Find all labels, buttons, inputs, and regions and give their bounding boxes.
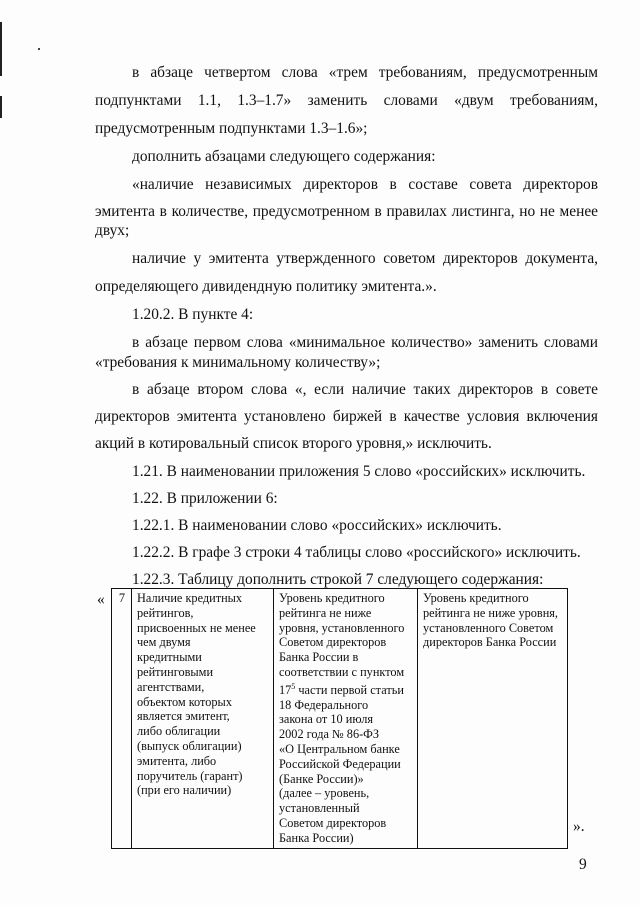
cell-line: Уровень кредитного — [279, 591, 385, 605]
paragraph-line: акций в котировальный список второго уровня,» исключить. — [95, 435, 492, 452]
cell-line: поручитель (гарант) — [137, 768, 243, 783]
cell-line: эмитента, либо — [137, 753, 217, 768]
cell-line: закона от 10 июля — [279, 712, 373, 727]
paragraph-line: подпунктами 1.1, 1.3–1.7» заменить словами «двум требованиям, — [95, 92, 598, 109]
scan-edge-mark — [0, 96, 2, 118]
cell-line: 2002 года № 86-ФЗ — [279, 727, 380, 742]
cell-line: кредитными — [137, 650, 202, 665]
paragraph-line: эмитента в количестве, предусмотренном в правилах листинга, но не менее — [95, 203, 598, 220]
quote-open: « — [97, 591, 105, 608]
cell-line-rest: части первой статьи — [295, 682, 404, 697]
cell-line: рейтинговыми — [137, 664, 214, 679]
paragraph-line: в абзаце четвертом слова «трем требованиям, предусмотренным — [132, 64, 598, 81]
cell-line: (Банке России)» — [279, 771, 364, 786]
paragraph-line: определяющего дивидендную политику эмитента.». — [95, 278, 437, 295]
row-number-cell: 7 — [112, 589, 132, 849]
cell-line: объектом которых — [137, 694, 232, 709]
inserted-table-row — [111, 588, 568, 849]
cell-line: Российской Федерации — [279, 756, 401, 771]
cell-line: является эмитент, — [137, 709, 230, 724]
paragraph-line: директоров эмитента установлено биржей в качестве условия включения — [95, 408, 598, 425]
cell-line: установленного Советом — [423, 620, 554, 635]
paragraph-line: «наличие независимых директоров в составе совета директоров — [132, 176, 598, 193]
paragraph-line: предусмотренным подпунктами 1.3–1.6»; — [95, 120, 368, 137]
cell-line: установленный — [279, 801, 360, 816]
criterion-cell — [132, 589, 274, 849]
cell-line: рейтинга не ниже уровня, — [423, 605, 559, 620]
cell-line: Советом директоров — [279, 816, 387, 831]
cell-line: директоров Банка России — [423, 635, 557, 650]
article-superscript: 5 — [291, 681, 296, 691]
cell-line: уровня, установленного — [279, 620, 405, 635]
requirement-cell — [274, 589, 418, 849]
paragraph-line: в абзаце первом слова «минимальное количество» заменить словами — [132, 334, 598, 351]
cell-line: «О Центральном банке — [279, 742, 400, 757]
cell-line: (при его наличии) — [137, 783, 232, 798]
cell-line: Банка России в — [279, 650, 359, 665]
cell-line: 18 Федерального — [279, 697, 369, 712]
paragraph-line: в абзаце втором слова «, если наличие таких директоров в совете — [132, 381, 598, 398]
table-row — [112, 589, 568, 849]
paragraph-line: 1.21. В наименовании приложения 5 слово «российских» исключить. — [132, 463, 586, 480]
paragraph-line: 1.22.2. В графе 3 строки 4 таблицы слово «российского» исключить. — [132, 544, 581, 561]
paragraph-line: наличие у эмитента утвержденного советом директоров документа, — [132, 250, 598, 267]
cell-line: (далее – уровень, — [279, 786, 370, 801]
cell-line: агентствами, — [137, 679, 205, 694]
cell-line: рейтингов, — [137, 605, 194, 620]
cell-line: Наличие кредитных — [137, 591, 243, 605]
cell-line: присвоенных не менее — [137, 620, 256, 635]
cell-line: рейтинга не ниже — [279, 605, 372, 620]
scan-edge-mark — [0, 22, 2, 76]
paragraph-line: 1.22. В приложении 6: — [132, 490, 278, 507]
article-number: 17 — [279, 682, 292, 697]
cell-line: (выпуск облигации) — [137, 738, 242, 753]
scan-dot — [38, 48, 40, 50]
level-cell — [418, 589, 568, 849]
paragraph-line: дополнить абзацами следующего содержания: — [132, 148, 436, 165]
cell-line: чем двумя — [137, 635, 191, 650]
quote-close: ». — [573, 818, 585, 835]
page-number: 9 — [579, 856, 587, 873]
cell-line: соответствии с пунктом — [279, 664, 405, 679]
paragraph-line: 1.22.3. Таблицу дополнить строкой 7 следующего содержания: — [132, 571, 544, 588]
cell-line — [279, 680, 413, 698]
paragraph-line: «требования к минимальному количеству»; — [95, 354, 381, 371]
paragraph-line: 1.20.2. В пункте 4: — [132, 306, 254, 323]
cell-line: Банка России) — [279, 830, 354, 845]
cell-line: Советом директоров — [279, 635, 387, 650]
cell-line: Уровень кредитного — [423, 591, 529, 605]
paragraph-line: двух; — [95, 222, 130, 239]
paragraph-line: 1.22.1. В наименовании слово «российских» исключить. — [132, 517, 502, 534]
cell-line: либо облигации — [137, 724, 221, 739]
